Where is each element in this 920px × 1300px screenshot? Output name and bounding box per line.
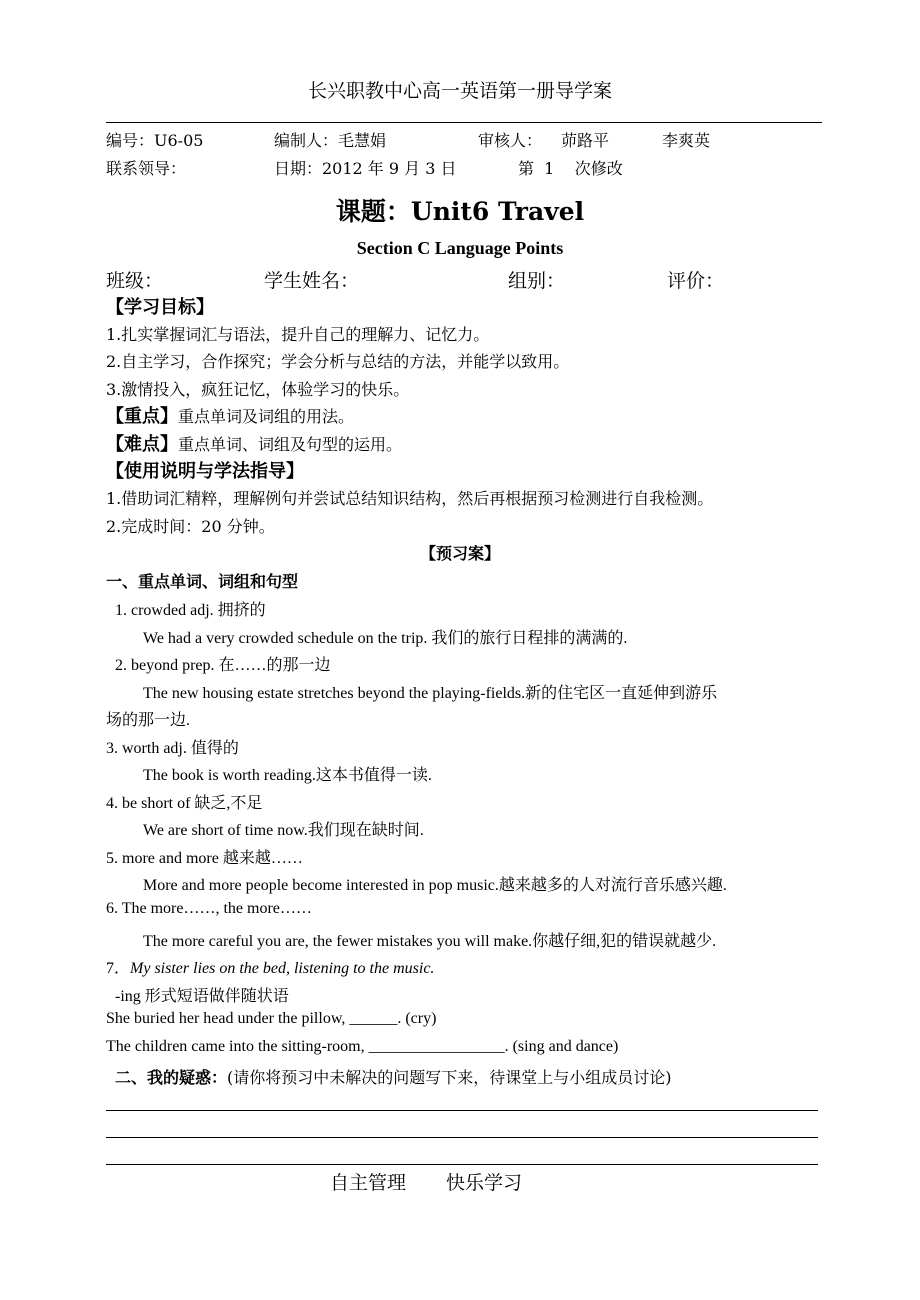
exercise-sentence: She buried her head under the pillow, ______. (cry) bbox=[106, 1010, 437, 1027]
vocab-term: 2. beyond prep. 在……的那一边 bbox=[115, 657, 331, 674]
meta-code: 编号：U6-05 bbox=[106, 131, 204, 150]
goal-item: 3.激情投入，疯狂记忆，体验学习的快乐。 bbox=[106, 380, 410, 399]
difficult-points-label: 【难点】 bbox=[106, 434, 178, 455]
meta-reviewer-label: 审核人： bbox=[478, 131, 543, 150]
vocab-example: We are short of time now.我们现在缺时间. bbox=[143, 822, 424, 839]
section2-text: (请你将预习中未解决的问题写下来，待课堂上与小组成员讨论) bbox=[227, 1068, 672, 1087]
section2-row bbox=[115, 1065, 672, 1088]
instructions-heading: 【使用说明与学法指导】 bbox=[106, 461, 304, 482]
meta-contact: 联系领导： bbox=[106, 159, 187, 178]
meta-revision: 第 1 次修改 bbox=[518, 159, 623, 178]
item7-number: 7． bbox=[106, 960, 131, 977]
goal-item: 2.自主学习，合作探究；学会分析与总结的方法，并能学以致用。 bbox=[106, 352, 570, 371]
answer-line bbox=[106, 1164, 818, 1165]
vocab-example: More and more people become interested in pop music.越来越多的人对流行音乐感兴趣. bbox=[143, 877, 727, 894]
vocab-example-continued: 场的那一边. bbox=[106, 712, 191, 729]
key-points-label: 【重点】 bbox=[106, 406, 178, 427]
answer-line bbox=[106, 1110, 818, 1111]
instruction-item: 2.完成时间：20 分钟。 bbox=[106, 517, 275, 536]
difficult-points-text: 重点单词、词组及句型的运用。 bbox=[178, 435, 403, 454]
meta-reviewer-1: 茆路平 bbox=[561, 131, 610, 150]
student-name-field: 学生姓名： bbox=[264, 270, 360, 292]
key-points-text: 重点单词及词组的用法。 bbox=[178, 407, 355, 426]
exercise-sentence: The children came into the sitting-room, _________________. (sing and dance) bbox=[106, 1038, 619, 1055]
item7-row bbox=[106, 955, 434, 978]
vocab-term: 3. worth adj. 值得的 bbox=[106, 740, 239, 757]
vocab-term: 5. more and more 越来越…… bbox=[106, 850, 303, 867]
vocab-term: 4. be short of 缺乏,不足 bbox=[106, 795, 263, 812]
meta-author: 编制人：毛慧娟 bbox=[274, 131, 387, 150]
vocab-example: We had a very crowded schedule on the trip. 我们的旅行日程排的满满的. bbox=[143, 630, 628, 647]
vocab-example: The new housing estate stretches beyond the playing-fields.新的住宅区一直延伸到游乐 bbox=[143, 685, 718, 702]
key-points-row bbox=[106, 402, 354, 428]
footer-motto-2: 快乐学习 bbox=[446, 1172, 523, 1194]
answer-line bbox=[106, 1137, 818, 1138]
meta-date: 日期：2012 年 9 月 3 日 bbox=[274, 159, 457, 178]
section1-heading: 一、重点单词、词组和句型 bbox=[106, 572, 299, 591]
document-header: 长兴职教中心高一英语第一册导学案 bbox=[307, 80, 612, 102]
lesson-title: 课题：Unit6 Travel bbox=[335, 197, 585, 226]
evaluation-field: 评价： bbox=[667, 270, 725, 292]
group-field: 组别： bbox=[508, 270, 566, 292]
vocab-example: The more careful you are, the fewer mistakes you will make.你越仔细,犯的错误就越少. bbox=[143, 933, 717, 950]
goal-item: 1.扎实掌握词汇与语法，提升自己的理解力、记忆力。 bbox=[106, 325, 490, 344]
section2-heading: 二、我的疑惑： bbox=[115, 1068, 228, 1087]
meta-reviewer-2: 李爽英 bbox=[662, 131, 711, 150]
vocab-term: 1. crowded adj. 拥挤的 bbox=[115, 602, 266, 619]
item7-note: -ing 形式短语做伴随状语 bbox=[115, 988, 289, 1005]
item7-sentence: My sister lies on the bed, listening to the music. bbox=[130, 960, 435, 977]
instruction-item: 1.借助词汇精粹，理解例句并尝试总结知识结构，然后再根据预习检测进行自我检测。 bbox=[106, 489, 714, 508]
goals-heading: 【学习目标】 bbox=[106, 297, 214, 318]
difficult-points-row bbox=[106, 430, 402, 456]
vocab-example: The book is worth reading.这本书值得一读. bbox=[143, 767, 432, 784]
class-field: 班级： bbox=[106, 270, 164, 292]
lesson-subtitle: Section C Language Points bbox=[356, 238, 564, 258]
preview-heading: 【预习案】 bbox=[419, 544, 500, 563]
footer-motto-1: 自主管理 bbox=[330, 1172, 407, 1194]
header-rule bbox=[106, 122, 822, 123]
vocab-term: 6. The more……, the more…… bbox=[106, 900, 312, 917]
